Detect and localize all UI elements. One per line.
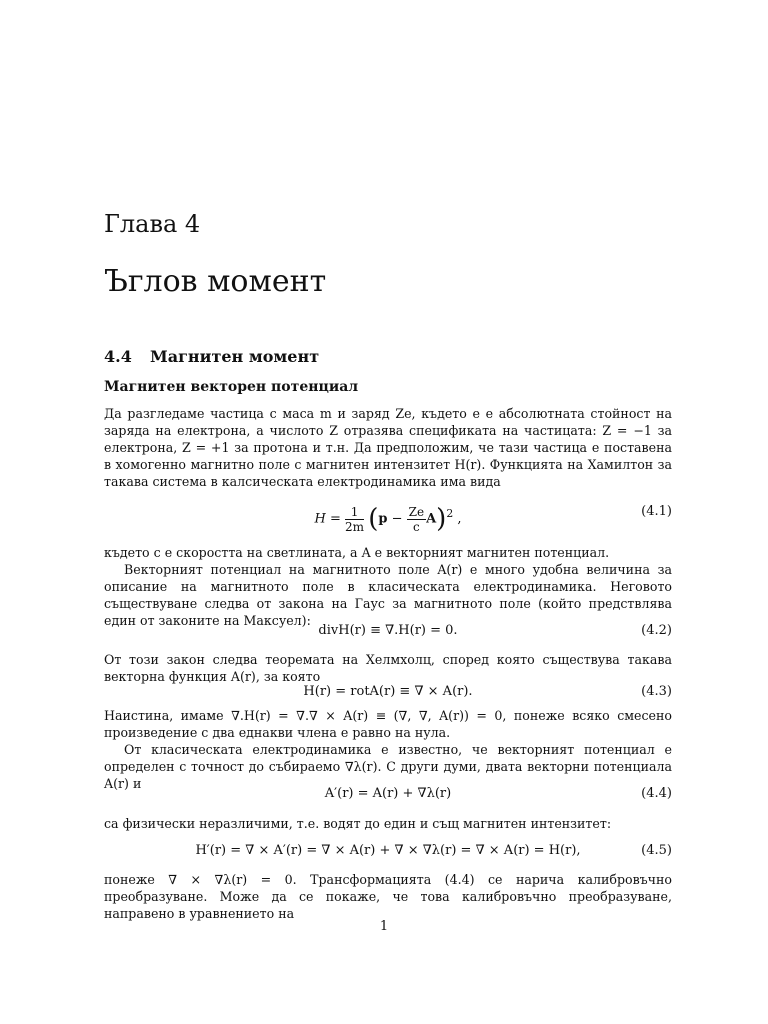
equation-4-4 (104, 786, 672, 808)
chapter-title: Ъглов момент (104, 264, 327, 299)
equation-4-4-body: A′(r) = A(r) + ∇λ(r) (324, 786, 452, 801)
momentum-symbol: p (378, 511, 388, 527)
vector-potential-symbol: A (426, 511, 437, 527)
equation-number: (4.3) (641, 684, 672, 699)
chapter-label: Глава 4 (104, 210, 201, 238)
equation-number: (4.2) (641, 623, 672, 638)
paragraph-2: където c е скоростта на светлината, а A е векторният магнитен потенциал. (104, 545, 610, 560)
fraction-denominator: 2m (345, 519, 365, 534)
fraction-denominator: c (412, 519, 420, 534)
equation-number: (4.1) (641, 504, 672, 519)
left-paren: ( (368, 504, 379, 534)
hamiltonian-lhs: H = (314, 511, 346, 527)
right-paren: ) (436, 504, 447, 534)
page-number: 1 (379, 919, 389, 934)
section-title: Магнитен момент (150, 347, 320, 366)
equation-punctuation: , (453, 511, 462, 527)
equation-4-1-body: H = $\frac{1}{2m}$ (p − $\frac{Ze}{c}$ A)$^2$ , (314, 504, 462, 534)
fraction-numerator: 1 (345, 505, 364, 520)
equation-4-2 (104, 623, 672, 645)
section-heading (104, 347, 319, 366)
equation-4-3 (104, 684, 672, 706)
equation-number: (4.4) (641, 786, 672, 801)
paragraph-6: От класическата електродинамика е известно, че векторният потенциал е определен с точност до събираемо ∇λ(r). С други думи, двата векторни потенциала A(r) и (104, 742, 672, 791)
exponent: 2 (446, 507, 454, 521)
fraction-numerator: Ze (408, 504, 425, 519)
equation-4-1 (104, 504, 672, 534)
fraction-ze-over-c (407, 505, 426, 534)
paragraph-5: Наистина, имаме ∇.H(r) = ∇.∇ × A(r) ≡ (∇, ∇, A(r)) = 0, понеже всяко смесено произведение с два еднакви члена е равно на нула. (104, 708, 672, 740)
equation-4-5-body: H′(r) = ∇ × A′(r) = ∇ × A(r) + ∇ × ∇λ(r) = ∇ × A(r) = H(r), (195, 843, 581, 858)
equation-4-3-body: H(r) = rotA(r) ≡ ∇ × A(r). (303, 684, 473, 699)
equation-number: (4.5) (641, 843, 672, 858)
paragraph-4: От този закон следва теоремата на Хелмхолц, според която съществува такава векторна функция A(r), за която (104, 652, 672, 684)
subsection-heading: Магнитен векторен потенциал (104, 379, 359, 395)
paragraph-3: Векторният потенциал на магнитното поле A(r) е много удобна величина за описание на магнитното поле в класическата електродинамика. Неговото съществуване следва от закона на Гаус за магнитното поле (който предствлява един от законите на Максуел): (104, 562, 672, 628)
paragraph-8: понеже ∇ × ∇λ(r) = 0. Трансформацията (4.4) се нарича калибровъчно преобразуване. Може да се покаже, че това калибровъчно преобразуване, направено в уравнението на (104, 872, 672, 921)
section-number: 4.4 (104, 347, 132, 366)
equation-4-2-body: divH(r) ≡ ∇.H(r) = 0. (318, 623, 458, 638)
equation-4-5 (104, 843, 672, 865)
paragraph-7: са физически неразличими, т.е. водят до един и същ магнитен интензитет: (104, 816, 612, 831)
paragraph-1: Да разгледаме частица с маса m и заряд Ze, където e е абсолютната стойност на заряда на електрона, а числото Z отразява спецификата на частицата: Z = −1 за електрона, Z = +1 за протона и т.н. Да предположим, че тази частица е поставена в хомогенно магнитно поле с магнитен интензитет H(r). Функцията на Хамилтон за такава система в калсическата електродинамика има вида (104, 406, 672, 489)
fraction-one-over-2m (345, 505, 364, 534)
